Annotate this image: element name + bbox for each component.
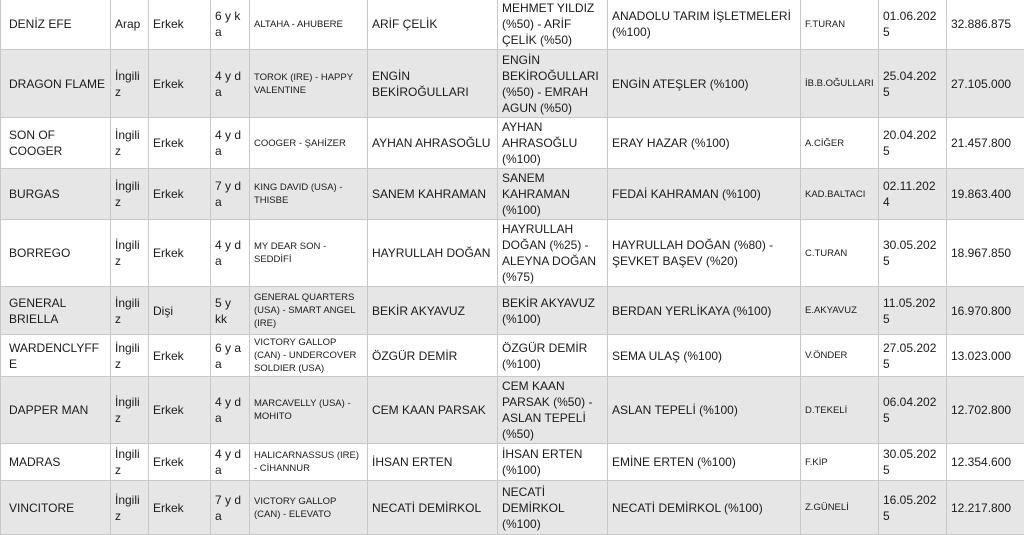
earnings-cell: 16.970.800 xyxy=(947,287,1024,335)
owner-cell: MEHMET YILDIZ (%50) - ARİF ÇELİK (%50) xyxy=(498,0,608,50)
owner-cell: İHSAN ERTEN (%100) xyxy=(498,444,608,481)
stable-cell: BERDAN YERLİKAYA (%100) xyxy=(608,287,801,335)
age-cell: 4 y d a xyxy=(211,377,250,444)
age-cell: 4 y d a xyxy=(211,220,250,287)
horse-name-cell: MADRAS xyxy=(1,444,111,481)
stable-cell: ERAY HAZAR (%100) xyxy=(608,118,801,169)
sex-cell: Erkek xyxy=(149,220,211,287)
pedigree-cell: VICTORY GALLOP (CAN) - ELEVATO xyxy=(250,481,368,535)
table-row xyxy=(1,118,1024,169)
date-cell: 06.04.2025 xyxy=(879,377,947,444)
pedigree-cell: MARCAVELLY (USA) - MOHITO xyxy=(250,377,368,444)
horse-name-cell: GENERAL BRIELLA xyxy=(1,287,111,335)
breeder-cell: ENGİN BEKİROĞULLARI xyxy=(368,50,498,118)
horse-name-cell: DRAGON FLAME xyxy=(1,50,111,118)
sex-cell: Erkek xyxy=(149,377,211,444)
sex-cell: Dişi xyxy=(149,287,211,335)
owner-cell: HAYRULLAH DOĞAN (%25) - ALEYNA DOĞAN (%75) xyxy=(498,220,608,287)
stable-cell: NECATİ DEMİRKOL (%100) xyxy=(608,481,801,535)
age-cell: 7 y d a xyxy=(211,169,250,220)
breed-cell: İngiliz xyxy=(111,444,149,481)
date-cell: 30.05.2025 xyxy=(879,220,947,287)
sex-cell: Erkek xyxy=(149,444,211,481)
horse-name-cell: BURGAS xyxy=(1,169,111,220)
owner-cell: ÖZGÜR DEMİR (%100) xyxy=(498,335,608,377)
pedigree-cell: MY DEAR SON - SEDDİFİ xyxy=(250,220,368,287)
date-cell: 30.05.2025 xyxy=(879,444,947,481)
earnings-cell: 12.217.800 xyxy=(947,481,1024,535)
trainer-cell: V.ÖNDER xyxy=(801,335,879,377)
stable-cell: SEMA ULAŞ (%100) xyxy=(608,335,801,377)
breeder-cell: HAYRULLAH DOĞAN xyxy=(368,220,498,287)
age-cell: 7 y d a xyxy=(211,481,250,535)
earnings-cell: 27.105.000 xyxy=(947,50,1024,118)
breeder-cell: İHSAN ERTEN xyxy=(368,444,498,481)
stable-cell: ANADOLU TARIM İŞLETMELERİ (%100) xyxy=(608,0,801,50)
table-row xyxy=(1,50,1024,118)
age-cell: 4 y d a xyxy=(211,118,250,169)
earnings-cell: 12.354.600 xyxy=(947,444,1024,481)
sex-cell: Erkek xyxy=(149,0,211,50)
age-cell: 6 y k a xyxy=(211,0,250,50)
earnings-cell: 19.863.400 xyxy=(947,169,1024,220)
earnings-cell: 18.967.850 xyxy=(947,220,1024,287)
breeder-cell: SANEM KAHRAMAN xyxy=(368,169,498,220)
breeder-cell: ARİF ÇELİK xyxy=(368,0,498,50)
trainer-cell: İB.B.OĞULLARI xyxy=(801,50,879,118)
pedigree-cell: ALTAHA - AHUBERE xyxy=(250,0,368,50)
owner-cell: ENGİN BEKİROĞULLARI (%50) - EMRAH AGUN (%50) xyxy=(498,50,608,118)
stable-cell: EMİNE ERTEN (%100) xyxy=(608,444,801,481)
date-cell: 02.11.2024 xyxy=(879,169,947,220)
horse-name-cell: WARDENCLYFFE xyxy=(1,335,111,377)
table-row xyxy=(1,377,1024,444)
stable-cell: FEDAİ KAHRAMAN (%100) xyxy=(608,169,801,220)
age-cell: 4 y d a xyxy=(211,50,250,118)
date-cell: 27.05.2025 xyxy=(879,335,947,377)
earnings-cell: 32.886.875 xyxy=(947,0,1024,50)
age-cell: 4 y d a xyxy=(211,444,250,481)
pedigree-cell: VICTORY GALLOP (CAN) - UNDERCOVER SOLDIER (USA) xyxy=(250,335,368,377)
breed-cell: İngiliz xyxy=(111,481,149,535)
table-row xyxy=(1,444,1024,481)
earnings-cell: 21.457.800 xyxy=(947,118,1024,169)
earnings-cell: 13.023.000 xyxy=(947,335,1024,377)
breeder-cell: NECATİ DEMİRKOL xyxy=(368,481,498,535)
breed-cell: İngiliz xyxy=(111,287,149,335)
horse-name-cell: VINCITORE xyxy=(1,481,111,535)
sex-cell: Erkek xyxy=(149,169,211,220)
table-row xyxy=(1,335,1024,377)
pedigree-cell: HALICARNASSUS (IRE) - CİHANNUR xyxy=(250,444,368,481)
owner-cell: NECATİ DEMİRKOL (%100) xyxy=(498,481,608,535)
breed-cell: İngiliz xyxy=(111,220,149,287)
earnings-cell: 12.702.800 xyxy=(947,377,1024,444)
breeder-cell: BEKİR AKYAVUZ xyxy=(368,287,498,335)
breeder-cell: ÖZGÜR DEMİR xyxy=(368,335,498,377)
age-cell: 6 y a a xyxy=(211,335,250,377)
stable-cell: ASLAN TEPELİ (%100) xyxy=(608,377,801,444)
breed-cell: İngiliz xyxy=(111,169,149,220)
sex-cell: Erkek xyxy=(149,118,211,169)
owner-cell: BEKİR AKYAVUZ (%100) xyxy=(498,287,608,335)
table-row xyxy=(1,287,1024,335)
date-cell: 25.04.2025 xyxy=(879,50,947,118)
table-row xyxy=(1,481,1024,535)
owner-cell: CEM KAAN PARSAK (%50) - ASLAN TEPELİ (%50) xyxy=(498,377,608,444)
breeder-cell: CEM KAAN PARSAK xyxy=(368,377,498,444)
date-cell: 01.06.2025 xyxy=(879,0,947,50)
breed-cell: İngiliz xyxy=(111,50,149,118)
owner-cell: AYHAN AHRASOĞLU (%100) xyxy=(498,118,608,169)
breeder-cell: AYHAN AHRASOĞLU xyxy=(368,118,498,169)
pedigree-cell: COOGER - ŞAHİZER xyxy=(250,118,368,169)
horse-name-cell: BORREGO xyxy=(1,220,111,287)
table-row xyxy=(1,0,1024,50)
trainer-cell: F.TURAN xyxy=(801,0,879,50)
trainer-cell: Z.GÜNELİ xyxy=(801,481,879,535)
trainer-cell: A.CİĞER xyxy=(801,118,879,169)
horse-name-cell: DAPPER MAN xyxy=(1,377,111,444)
table-row xyxy=(1,220,1024,287)
breed-cell: İngiliz xyxy=(111,335,149,377)
breed-cell: Arap xyxy=(111,0,149,50)
pedigree-cell: TOROK (IRE) - HAPPY VALENTINE xyxy=(250,50,368,118)
sex-cell: Erkek xyxy=(149,50,211,118)
pedigree-cell: KING DAVID (USA) - THISBE xyxy=(250,169,368,220)
breed-cell: İngiliz xyxy=(111,377,149,444)
sex-cell: Erkek xyxy=(149,481,211,535)
age-cell: 5 y kk xyxy=(211,287,250,335)
trainer-cell: F.KİP xyxy=(801,444,879,481)
trainer-cell: C.TURAN xyxy=(801,220,879,287)
trainer-cell: KAD.BALTACI xyxy=(801,169,879,220)
breed-cell: İngiliz xyxy=(111,118,149,169)
trainer-cell: D.TEKELİ xyxy=(801,377,879,444)
horse-name-cell: SON OF COOGER xyxy=(1,118,111,169)
table-row xyxy=(1,169,1024,220)
date-cell: 11.05.2025 xyxy=(879,287,947,335)
horse-name-cell: DENİZ EFE xyxy=(1,0,111,50)
stable-cell: HAYRULLAH DOĞAN (%80) - ŞEVKET BAŞEV (%20) xyxy=(608,220,801,287)
sex-cell: Erkek xyxy=(149,335,211,377)
date-cell: 16.05.2025 xyxy=(879,481,947,535)
owner-cell: SANEM KAHRAMAN (%100) xyxy=(498,169,608,220)
trainer-cell: E.AKYAVUZ xyxy=(801,287,879,335)
pedigree-cell: GENERAL QUARTERS (USA) - SMART ANGEL (IRE) xyxy=(250,287,368,335)
date-cell: 20.04.2025 xyxy=(879,118,947,169)
stable-cell: ENGİN ATEŞLER (%100) xyxy=(608,50,801,118)
